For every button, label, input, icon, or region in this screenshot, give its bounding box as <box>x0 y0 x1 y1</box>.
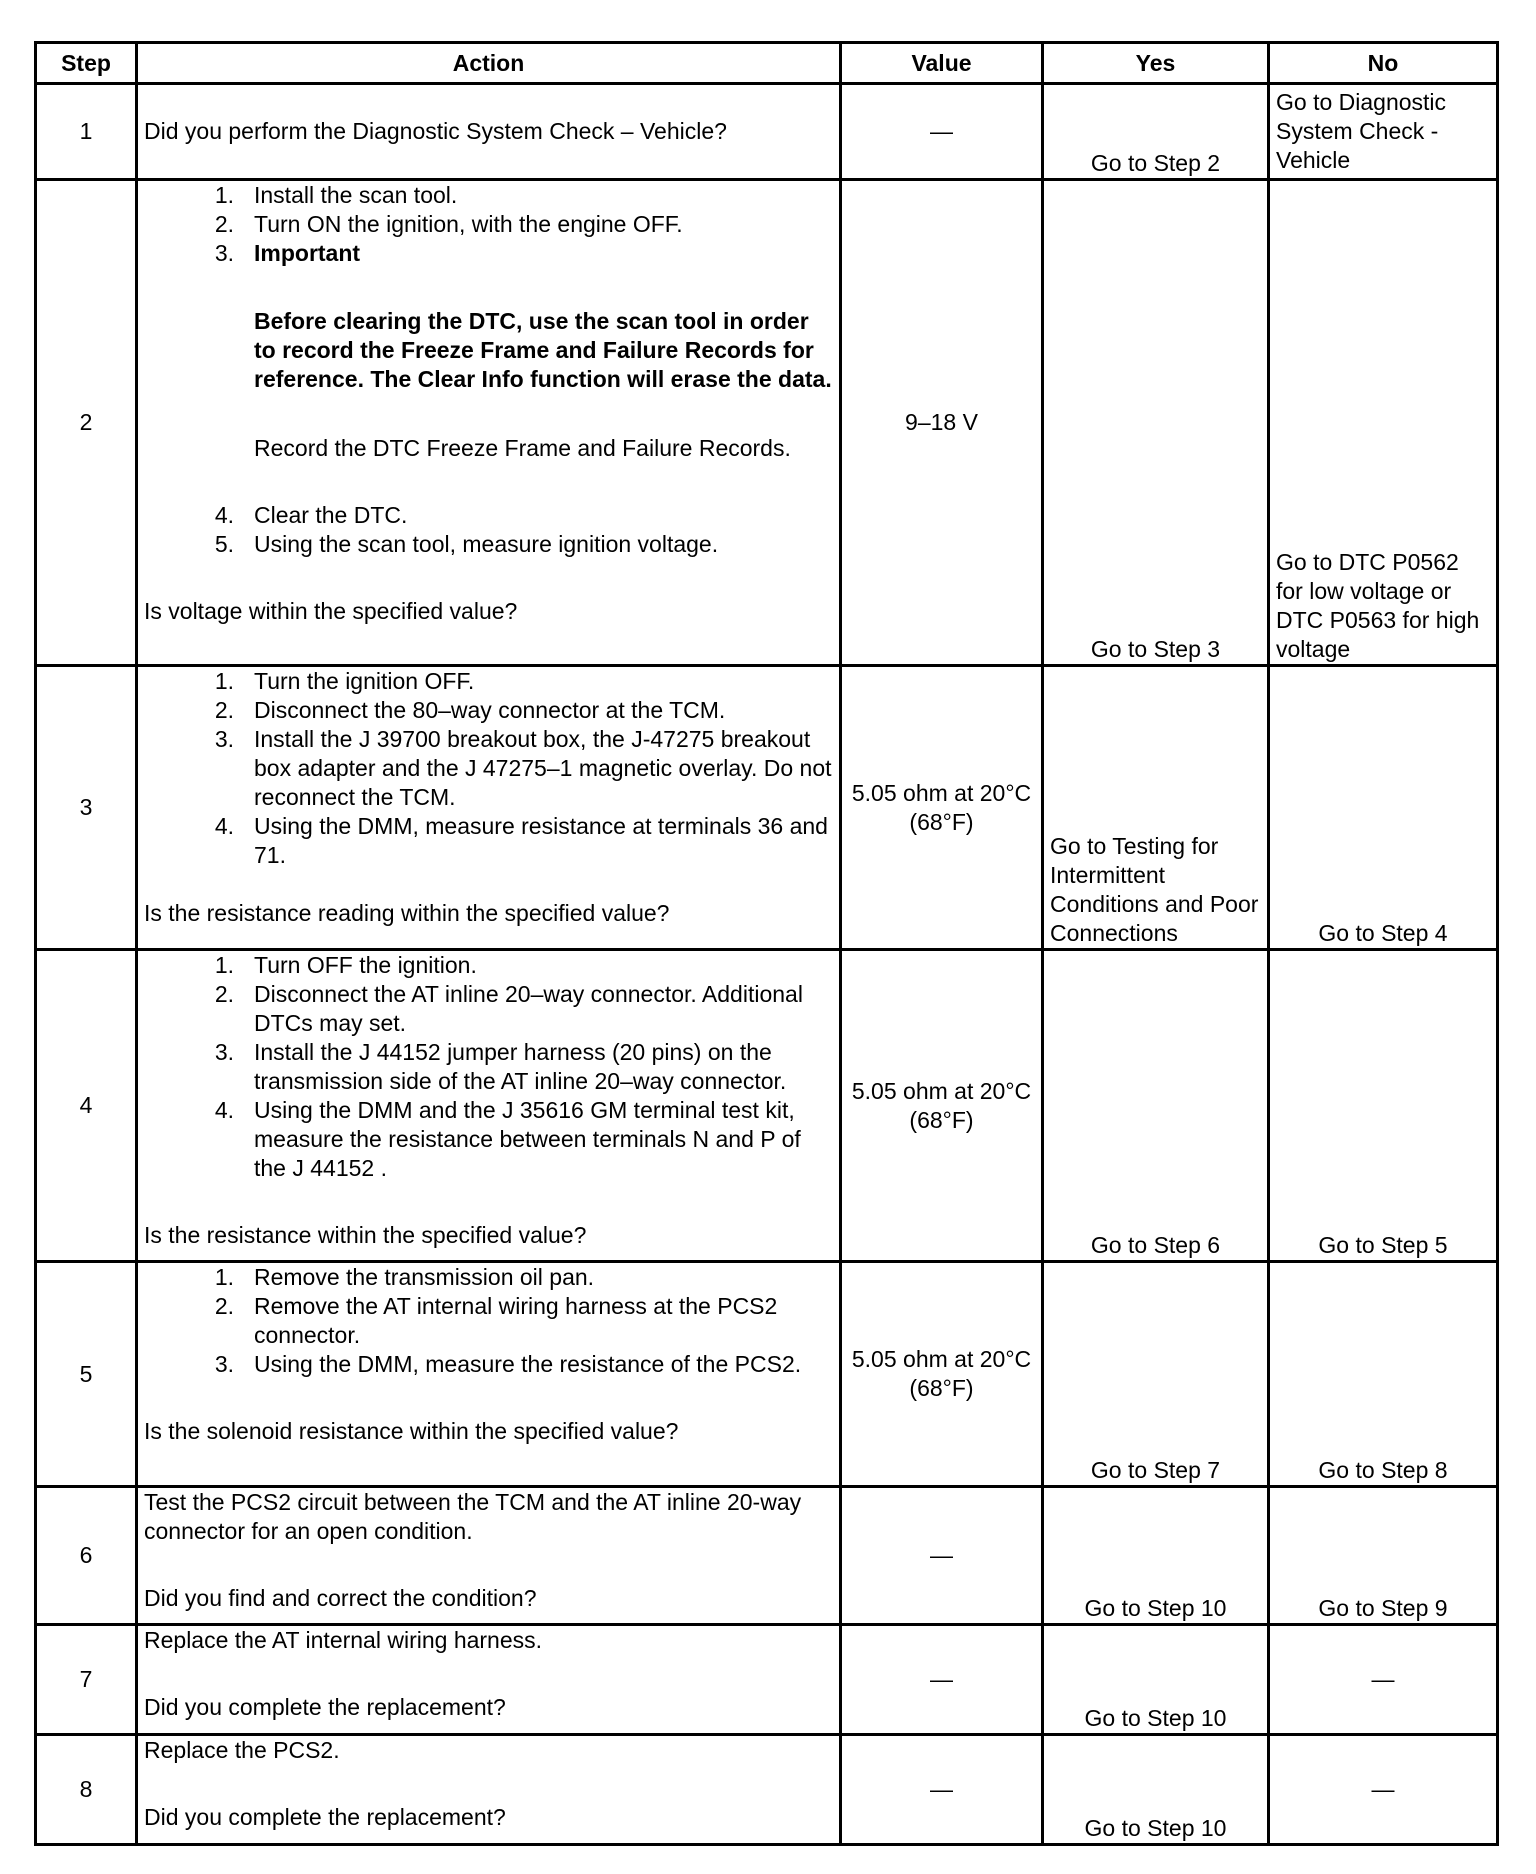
diagnostic-table <box>34 41 1499 1846</box>
action-cell <box>137 950 841 1262</box>
step-number: 4 <box>36 950 137 1262</box>
header-row <box>36 43 1498 84</box>
list-item: 3. Using the DMM, measure the resistance of the PCS2. <box>214 1351 802 1377</box>
no-cell: — <box>1269 1625 1498 1735</box>
yes-cell: Go to Step 3 <box>1043 180 1269 666</box>
no-cell: — <box>1269 1735 1498 1845</box>
table-row <box>36 1262 1498 1487</box>
important-note: Before clearing the DTC, use the scan tool in order to record the Freeze Frame and Failure Records for reference. The Clear Info function will erase the data. <box>254 308 832 392</box>
yes-cell: Go to Testing for Intermittent Conditions and Poor Connections <box>1043 666 1269 950</box>
action-question: Is the solenoid resistance within the specified value? <box>144 1418 679 1444</box>
list-item: 2. Disconnect the 80–way connector at the TCM. <box>214 697 726 723</box>
action-list <box>144 667 833 870</box>
value-cell: 9–18 V <box>841 180 1043 666</box>
table-row <box>36 1735 1498 1845</box>
table-row <box>36 950 1498 1262</box>
table-row <box>36 1487 1498 1625</box>
list-item: 1. Turn OFF the ignition. <box>214 952 477 978</box>
step-number: 2 <box>36 180 137 666</box>
table-row <box>36 180 1498 666</box>
action-question: Is the resistance within the specified value? <box>144 1222 587 1248</box>
header-no: No <box>1269 43 1498 84</box>
list-item: 4. Using the DMM and the J 35616 GM terminal test kit, measure the resistance between terminals N and P of the J 44152 . <box>214 1097 801 1181</box>
no-cell: Go to DTC P0562 for low voltage or DTC P0563 for high voltage <box>1269 180 1498 666</box>
table-row <box>36 666 1498 950</box>
no-cell: Go to Step 4 <box>1269 666 1498 950</box>
action-list <box>144 181 833 268</box>
step-number: 5 <box>36 1262 137 1487</box>
list-item: 2. Disconnect the AT inline 20–way connector. Additional DTCs may set. <box>214 981 803 1036</box>
action-cell <box>137 84 841 180</box>
step-number: 7 <box>36 1625 137 1735</box>
record-note: Record the DTC Freeze Frame and Failure Records. <box>254 435 791 461</box>
action-list <box>144 1263 833 1379</box>
value-cell: — <box>841 1625 1043 1735</box>
step-number: 3 <box>36 666 137 950</box>
action-question: Did you complete the replacement? <box>144 1694 506 1720</box>
header-value: Value <box>841 43 1043 84</box>
yes-cell: Go to Step 6 <box>1043 950 1269 1262</box>
action-cell <box>137 180 841 666</box>
action-question: Is voltage within the specified value? <box>144 598 518 624</box>
action-text: Did you perform the Diagnostic System Check – Vehicle? <box>144 118 727 144</box>
action-cell <box>137 1735 841 1845</box>
step-number: 6 <box>36 1487 137 1625</box>
list-item: 3. Install the J 44152 jumper harness (20 pins) on the transmission side of the AT inline 20–way connector. <box>214 1039 787 1094</box>
yes-cell: Go to Step 10 <box>1043 1487 1269 1625</box>
action-text: Test the PCS2 circuit between the TCM and the AT inline 20-way connector for an open condition. <box>144 1489 802 1544</box>
action-list <box>144 501 833 559</box>
value-cell: — <box>841 1735 1043 1845</box>
list-item: 2. Turn ON the ignition, with the engine OFF. <box>214 211 683 237</box>
table-row <box>36 84 1498 180</box>
list-item: 3. Important <box>214 240 361 266</box>
action-text: Replace the AT internal wiring harness. <box>144 1627 543 1653</box>
list-item: 1. Install the scan tool. <box>214 182 458 208</box>
action-cell <box>137 666 841 950</box>
list-item: 4. Using the DMM, measure resistance at terminals 36 and 71. <box>214 813 828 868</box>
table-row <box>36 1625 1498 1735</box>
action-list <box>144 951 833 1183</box>
list-item: 1. Turn the ignition OFF. <box>214 668 475 694</box>
list-item: 3. Install the J 39700 breakout box, the J-47275 breakout box adapter and the J 47275–1 magnetic overlay. Do not reconnect the TCM. <box>214 726 832 810</box>
action-cell <box>137 1625 841 1735</box>
yes-cell: Go to Step 7 <box>1043 1262 1269 1487</box>
value-cell: — <box>841 1487 1043 1625</box>
header-step: Step <box>36 43 137 84</box>
header-action: Action <box>137 43 841 84</box>
list-item: 1. Remove the transmission oil pan. <box>214 1264 595 1290</box>
action-question: Did you complete the replacement? <box>144 1804 506 1830</box>
action-cell <box>137 1262 841 1487</box>
value-cell: 5.05 ohm at 20°C (68°F) <box>841 1262 1043 1487</box>
yes-cell: Go to Step 10 <box>1043 1735 1269 1845</box>
no-cell: Go to Diagnostic System Check - Vehicle <box>1269 84 1498 180</box>
yes-cell: Go to Step 10 <box>1043 1625 1269 1735</box>
step-number: 1 <box>36 84 137 180</box>
action-text: Replace the PCS2. <box>144 1737 340 1763</box>
list-item: 5. Using the scan tool, measure ignition voltage. <box>214 531 719 557</box>
no-cell: Go to Step 8 <box>1269 1262 1498 1487</box>
list-item: 2. Remove the AT internal wiring harness at the PCS2 connector. <box>214 1293 778 1348</box>
action-question: Is the resistance reading within the specified value? <box>144 900 670 926</box>
no-cell: Go to Step 5 <box>1269 950 1498 1262</box>
header-yes: Yes <box>1043 43 1269 84</box>
value-cell: 5.05 ohm at 20°C (68°F) <box>841 666 1043 950</box>
value-cell: 5.05 ohm at 20°C (68°F) <box>841 950 1043 1262</box>
yes-cell: Go to Step 2 <box>1043 84 1269 180</box>
step-number: 8 <box>36 1735 137 1845</box>
action-question: Did you find and correct the condition? <box>144 1585 537 1611</box>
list-item: 4. Clear the DTC. <box>214 502 408 528</box>
action-cell <box>137 1487 841 1625</box>
no-cell: Go to Step 9 <box>1269 1487 1498 1625</box>
value-cell: — <box>841 84 1043 180</box>
